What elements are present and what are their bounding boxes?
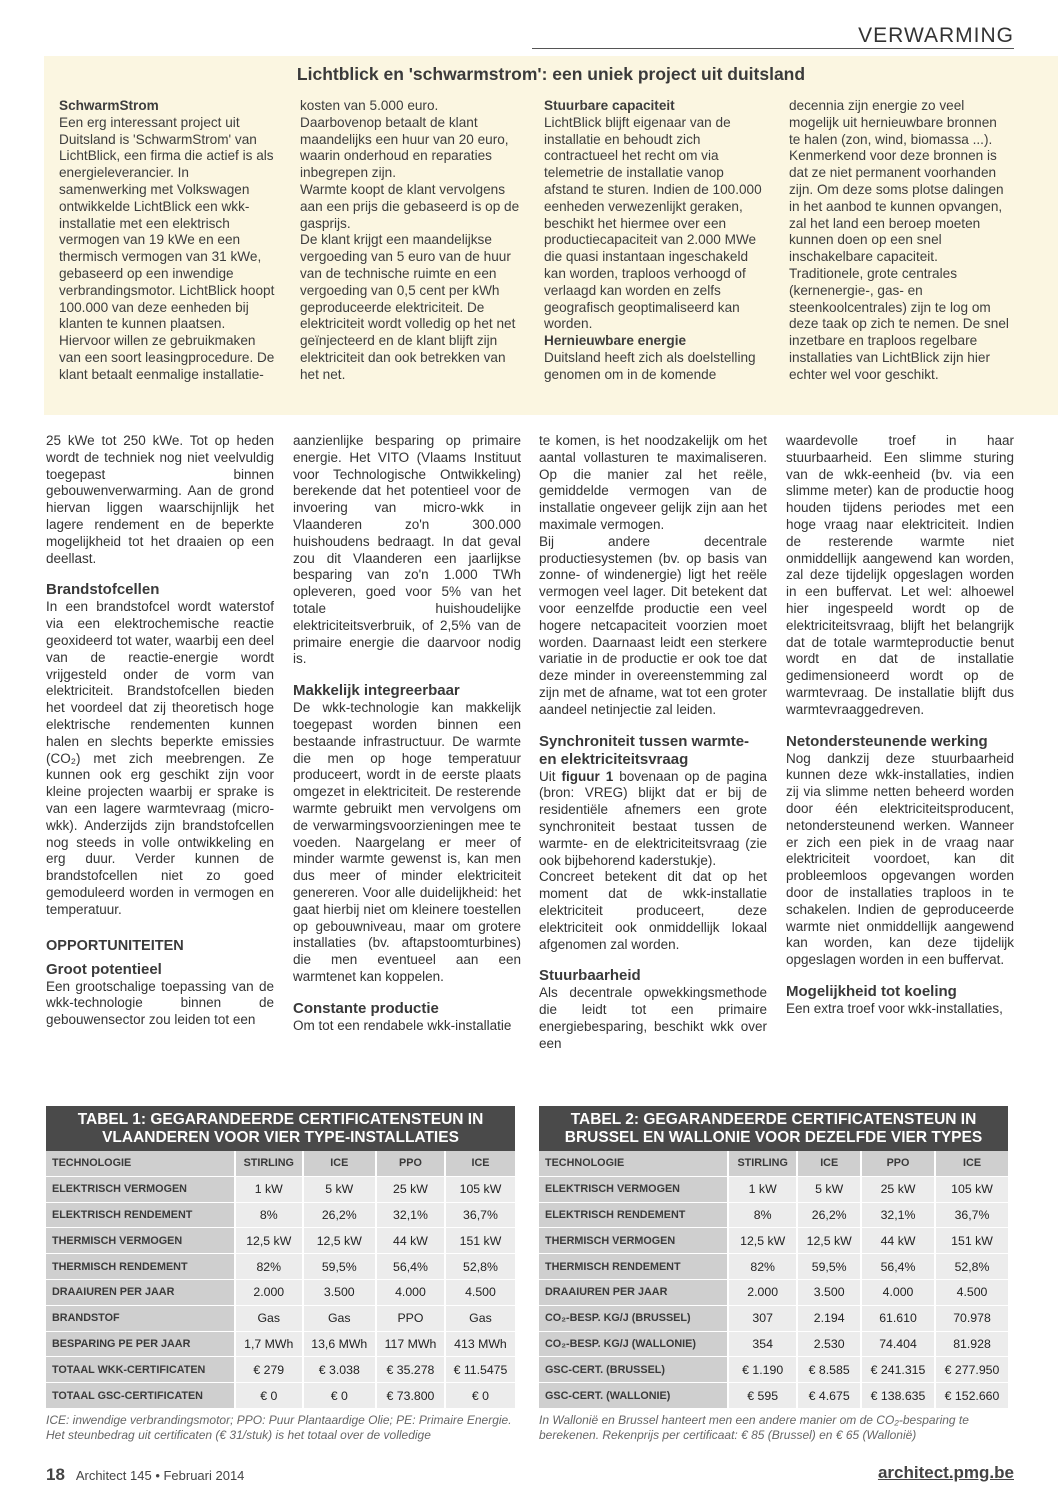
body-column-4 [786, 433, 1014, 1018]
value-cell: 4.000 [861, 1279, 935, 1305]
row-label-cell: TECHNOLOGIE [46, 1151, 235, 1176]
value-cell: 61.610 [861, 1305, 935, 1331]
value-cell: 151 kW [935, 1228, 1008, 1254]
heading-brandstofcellen: Brandstofcellen [46, 581, 160, 599]
value-cell: ICE [303, 1151, 376, 1176]
table-header-row [46, 1151, 515, 1176]
value-cell: 307 [728, 1305, 797, 1331]
paragraph: De wkk-technologie kan makkelijk toegepast worden binnen een bestaande infrastructuur. De warmte die men op hoge temperatuur produceert, wordt in de eerste plaats omgezet in elektriciteit. De resterende warmte gebruikt men vervolgens om de verwarmingsvoorzieningen mee te voeden. Naargelang er meer of minder warmte gewenst is, kan men dus meer of minder elektriciteit genereren. Voor alle duidelijkheid: het gaat hierbij niet om kleinere toestellen op gebouwniveau, maar om grotere installaties (bv. aftapstoomturbines) die men eventueel aan een warmtenet kan koppelen. [293, 700, 521, 984]
heading-makkelijk-integreerbaar: Makkelijk integreerbaar [293, 682, 460, 700]
value-cell: 8% [235, 1202, 303, 1228]
value-cell: 4.000 [376, 1279, 445, 1305]
row-label-cell: ELEKTRISCH RENDEMENT [539, 1202, 728, 1228]
value-cell: € 3.038 [303, 1357, 376, 1383]
value-cell: 70.978 [935, 1305, 1008, 1331]
heading-opportuniteiten: OPPORTUNITEITEN [46, 937, 184, 954]
value-cell: € 595 [728, 1383, 797, 1409]
value-cell: 12,5 kW [235, 1228, 303, 1254]
box-paragraph: De klant krijgt een maandelijkse vergoeding van 5 euro van de huur van de technische ruimte en een vergoeding van 0,5 cent per kWh geproduceerde elektriciteit. De elektriciteit wordt volledig op het net geïnjecteerd en de klant blijft zijn elektriciteit dan ook betrekken van het net. [300, 232, 516, 382]
table-2-title: TABEL 2: GEGARANDEERDE CERTIFICATENSTEUN IN BRUSSEL EN WALLONIE VOOR DEZELFDE VIER TYPES [539, 1106, 1008, 1151]
value-cell: € 11.5475 [445, 1357, 515, 1383]
body-column-1 [46, 433, 274, 1029]
value-cell: € 0 [235, 1383, 303, 1409]
value-cell: 59,5% [303, 1254, 376, 1280]
row-label-cell: CO₂-BESP. KG/J (WALLONIE) [539, 1331, 728, 1357]
row-label-cell: THERMISCH RENDEMENT [539, 1254, 728, 1280]
value-cell: 151 kW [445, 1228, 515, 1254]
value-cell: 26,2% [303, 1202, 376, 1228]
box-paragraph: Duitsland heeft zich als doelstelling genomen om in de komende [544, 349, 756, 382]
paragraph: Concreet betekent dit dat op het moment dat de wkk-installatie elektriciteit produceert, deze elektriciteit ook onmiddellijk lokaal afgenomen zal worden. [539, 869, 767, 952]
paragraph: 25 kWe tot 250 kWe. Tot op heden wordt de techniek nog niet veelvuldig toegepast binnen gebouwenverwarming. Aan de grond hiervan liggen waarschijnlijk het lagere rendement en de beperkte mogelijkheid tot het draaien op een deellast. [46, 433, 274, 566]
sidebar-box [44, 56, 1058, 415]
table-header-row [539, 1151, 1008, 1176]
figure-reference: figuur 1 [561, 768, 614, 784]
website-link[interactable]: architect.pmg.be [877, 1463, 1014, 1482]
value-cell: PPO [376, 1305, 445, 1331]
box-column-2 [300, 98, 522, 384]
value-cell: PPO [861, 1151, 935, 1176]
row-label-cell: DRAAIUREN PER JAAR [539, 1279, 728, 1305]
value-cell: 2.000 [235, 1279, 303, 1305]
value-cell: 59,5% [797, 1254, 861, 1280]
table-row [46, 1383, 515, 1409]
row-label-cell: ELEKTRISCH RENDEMENT [46, 1202, 235, 1228]
value-cell: 52,8% [935, 1254, 1008, 1280]
value-cell: 44 kW [376, 1228, 445, 1254]
section-rule [532, 48, 1014, 49]
table-row [46, 1279, 515, 1305]
value-cell: 105 kW [445, 1176, 515, 1202]
table-row [46, 1331, 515, 1357]
page-number: 18 [46, 1465, 65, 1484]
value-cell: 44 kW [861, 1228, 935, 1254]
table-1-note: ICE: inwendige verbrandingsmotor; PPO: Puur Plantaardige Olie; PE: Primaire Energie. Het steunbedrag uit certificaten (€ 31/stuk) is het totaal over de volledige [46, 1412, 512, 1442]
value-cell: € 8.585 [797, 1357, 861, 1383]
value-cell: 105 kW [935, 1176, 1008, 1202]
value-cell: 8% [728, 1202, 797, 1228]
table-row [46, 1176, 515, 1202]
value-cell: 12,5 kW [797, 1228, 861, 1254]
paragraph: Een grootschalige toepassing van de wkk-technologie binnen de gebouwensector zou leiden tot een [46, 978, 274, 1028]
value-cell: 2.194 [797, 1305, 861, 1331]
value-cell: 12,5 kW [728, 1228, 797, 1254]
value-cell: € 152.660 [935, 1383, 1008, 1409]
value-cell: € 0 [303, 1383, 376, 1409]
box-paragraph: decennia zijn energie zo veel mogelijk uit hernieuwbare bronnen te halen (zon, wind, biomassa ...). Kenmerkend voor deze bronnen is dat ze niet permanent voorhanden zijn. Om deze soms plotse dalingen in het aanbod te kunnen opvangen, zal het land een beroep moeten kunnen doen op een snel inschakelbare capaciteit. Traditionele, grote centrales (kernenergie-, gas- en steenkoolcentrales) zijn te log om deze taak op zich te nemen. De snel inzetbare en traploos regelbare installaties van LichtBlick zijn hier echter wel voor geschikt. [789, 98, 1009, 382]
value-cell: 1,7 MWh [235, 1331, 303, 1357]
table-row [539, 1279, 1008, 1305]
heading-koeling: Mogelijkheid tot koeling [786, 982, 957, 1000]
value-cell: ICE [935, 1151, 1008, 1176]
box-paragraph: Een erg interessant project uit Duitsland is 'SchwarmStrom' van LichtBlick, een firma die actief is als energieleverancier. In samenwerking met Volkswagen ontwikkelde LichtBlick een wkk-installatie met een elektrisch vermogen van 19 kWe en een thermisch vermogen van 31 kWe, gebaseerd op een inwendige verbrandingsmotor. LichtBlick hoopt 100.000 van deze eenheden bij klanten te kunnen plaatsen. Hiervoor willen ze gebruikmaken van een soort leasingprocedure. De klant betaalt eenmalige installatie- [59, 114, 275, 382]
table-row [46, 1254, 515, 1280]
paragraph: aanzienlijke besparing op primaire energie. Het VITO (Vlaams Instituut voor Technologische Ontwikkeling) berekende dat het potentieel voor de invoering van micro-wkk in Vlaanderen zo'n 300.000 huishoudens bedraagt. In dat geval zou dit Vlaanderen een jaarlijkse besparing van zo'n 1.000 TWh opleveren, goed voor 5% van het totale huishoudelijke elektriciteitsverbruik, of 2,5% van de primaire energie die daarvoor nodig is. [293, 433, 521, 667]
body-column-2 [293, 433, 521, 1035]
box-title: Lichtblick en 'schwarmstrom': een uniek project uit duitsland [296, 64, 806, 84]
value-cell: 26,2% [797, 1202, 861, 1228]
heading-netondersteunende-werking: Netondersteunende werking [786, 732, 988, 750]
value-cell: 13,6 MWh [303, 1331, 376, 1357]
value-cell: € 73.800 [376, 1383, 445, 1409]
value-cell: € 1.190 [728, 1357, 797, 1383]
value-cell: 52,8% [445, 1254, 515, 1280]
paragraph: Als decentrale opwekkingsmethode die leidt tot een primaire energiebesparing, beschikt wkk over een [539, 985, 767, 1051]
value-cell: PPO [376, 1151, 445, 1176]
value-cell: 81.928 [935, 1331, 1008, 1357]
table-row [539, 1228, 1008, 1254]
heading-synchroniteit: Synchroniteit tussen warmte- en elektriciteitsvraag [539, 732, 750, 768]
paragraph: Een extra troef voor wkk-installaties, [786, 1000, 1003, 1016]
row-label-cell: TOTAAL GSC-CERTIFICATEN [46, 1383, 235, 1409]
table-row [539, 1176, 1008, 1202]
heading-stuurbaarheid: Stuurbaarheid [539, 967, 641, 985]
value-cell: 82% [728, 1254, 797, 1280]
table-1-title: TABEL 1: GEGARANDEERDE CERTIFICATENSTEUN IN VLAANDEREN VOOR VIER TYPE-INSTALLATIES [46, 1106, 515, 1151]
row-label-cell: BESPARING PE PER JAAR [46, 1331, 235, 1357]
value-cell: € 277.950 [935, 1357, 1008, 1383]
magazine-issue: Architect 145 • Februari 2014 [75, 1468, 245, 1483]
table-row [46, 1305, 515, 1331]
value-cell: € 279 [235, 1357, 303, 1383]
row-label-cell: GSC-CERT. (BRUSSEL) [539, 1357, 728, 1383]
value-cell: 32,1% [376, 1202, 445, 1228]
row-label-cell: TECHNOLOGIE [539, 1151, 728, 1176]
footer [46, 1465, 244, 1485]
value-cell: € 4.675 [797, 1383, 861, 1409]
section-label: VERWARMING [858, 24, 1014, 47]
table-row [539, 1357, 1008, 1383]
value-cell: ICE [445, 1151, 515, 1176]
value-cell: 25 kW [376, 1176, 445, 1202]
paragraph: Nog dankzij deze stuurbaarheid kunnen deze wkk-installaties, indien zij via slimme netten beheerd worden door één elektriciteitsproducent, netondersteunend werken. Wanneer er zich een piek in de vraag naar elektriciteit voordoet, kan dit probleemloos opgevangen worden door de installaties traploos in te schakelen. Indien de geproduceerde warmte niet onmiddellijk aangewend kan worden, kan deze tijdelijk opgeslagen worden in een buffervat. [786, 750, 1014, 968]
row-label-cell: THERMISCH VERMOGEN [46, 1228, 235, 1254]
value-cell: 36,7% [935, 1202, 1008, 1228]
value-cell: 3.500 [797, 1279, 861, 1305]
value-cell: 56,4% [861, 1254, 935, 1280]
value-cell: € 35.278 [376, 1357, 445, 1383]
row-label-cell: ELEKTRISCH VERMOGEN [46, 1176, 235, 1202]
box-heading-stuurbare-capaciteit: Stuurbare capaciteit [544, 98, 675, 113]
value-cell: 4.500 [445, 1279, 515, 1305]
row-label-cell: CO₂-BESP. KG/J (BRUSSEL) [539, 1305, 728, 1331]
table-row [539, 1254, 1008, 1280]
value-cell: STIRLING [728, 1151, 797, 1176]
body-column-3 [539, 433, 767, 1053]
value-cell: ICE [797, 1151, 861, 1176]
value-cell: Gas [303, 1305, 376, 1331]
table-1 [46, 1106, 515, 1443]
value-cell: 32,1% [861, 1202, 935, 1228]
row-label-cell: BRANDSTOF [46, 1305, 235, 1331]
heading-constante-productie: Constante productie [293, 999, 439, 1017]
value-cell: 25 kW [861, 1176, 935, 1202]
row-label-cell: THERMISCH RENDEMENT [46, 1254, 235, 1280]
value-cell: € 241.315 [861, 1357, 935, 1383]
value-cell: 36,7% [445, 1202, 515, 1228]
box-heading-hernieuwbare-energie: Hernieuwbare energie [544, 333, 687, 349]
value-cell: Gas [235, 1305, 303, 1331]
box-paragraph: LichtBlick blijft eigenaar van de installatie en behoudt zich contractueel het recht om via telemetrie de installatie vanop afstand te sturen. Indien de 100.000 eenheden verwezenlijkt geraken, beschikt het hiermee over een productiecapaciteit van 2.000 MWe die quasi instantaan ingeschakeld kan worden, traploos verhoogd of verlaagd kan worden en zelfs geografisch geoptimaliseerd kan worden. [544, 114, 762, 332]
paragraph: Om tot een rendabele wkk-installatie [293, 1017, 512, 1033]
value-cell: 354 [728, 1331, 797, 1357]
paragraph: Bij andere decentrale productiesystemen (bv. op basis van zonne- of windenergie) ligt het reële vermogen veel lager. Dit betekent dat voor eenzelfde productie een veel hogere netcapaciteit voorzien moet worden. Daarnaast leidt een sterkere variatie in de productie er ook toe dat deze minder in overeenstemming zal zijn met de afname, wat tot een groter aandeel netinjectie zal leiden. [539, 533, 767, 717]
box-column-3 [544, 98, 766, 384]
row-label-cell: TOTAAL WKK-CERTIFICATEN [46, 1357, 235, 1383]
value-cell: 2.530 [797, 1331, 861, 1357]
box-paragraph: Warmte koopt de klant vervolgens aan een prijs die gebaseerd is op de gasprijs. [300, 181, 520, 231]
box-paragraph: kosten van 5.000 euro. Daarbovenop betaalt de klant maandelijks een huur van 20 euro, waarin onderhoud en reparaties inbegrepen zijn. [300, 98, 509, 181]
table-1-grid [46, 1151, 515, 1409]
row-label-cell: DRAAIUREN PER JAAR [46, 1279, 235, 1305]
table-row [46, 1202, 515, 1228]
value-cell: Gas [445, 1305, 515, 1331]
table-row [539, 1383, 1008, 1409]
value-cell: 5 kW [303, 1176, 376, 1202]
box-column-1 [59, 98, 277, 384]
value-cell: 12,5 kW [303, 1228, 376, 1254]
box-heading-schwarmstrom: SchwarmStrom [59, 98, 159, 113]
table-row [46, 1357, 515, 1383]
value-cell: STIRLING [235, 1151, 303, 1176]
row-label-cell: THERMISCH VERMOGEN [539, 1228, 728, 1254]
value-cell: 5 kW [797, 1176, 861, 1202]
value-cell: 82% [235, 1254, 303, 1280]
table-2-note: In Wallonië en Brussel hanteert men een andere manier om de CO₂-besparing te berekenen. Rekenprijs per certificaat: € 85 (Brussel) en € 65 (Wallonië) [539, 1412, 969, 1442]
box-column-4 [789, 98, 1011, 384]
value-cell: 4.500 [935, 1279, 1008, 1305]
value-cell: 74.404 [861, 1331, 935, 1357]
value-cell: 1 kW [728, 1176, 797, 1202]
paragraph: waardevolle troef in haar stuurbaarheid. Een slimme sturing van de wkk-eenheid (bv. via een slimme meter) kan de productie hoog houden tijdens periodes met een hoge vraag naar elektriciteit. Indien de resterende warmte niet onmiddellijk aangewend kan worden, zal deze tijdelijk opgeslagen worden in een buffervat. Let wel: alhoewel hier ingespeeld wordt op de elektriciteitsvraag, blijft het belangrijk dat de totale warmteproductie benut wordt en dat de installatie gedimensioneerd wordt op de warmtevraag. De installatie blijft dus warmtevraaggedreven. [786, 433, 1014, 717]
value-cell: 1 kW [235, 1176, 303, 1202]
table-row [539, 1202, 1008, 1228]
value-cell: 413 MWh [445, 1331, 515, 1357]
value-cell: € 0 [445, 1383, 515, 1409]
table-2 [539, 1106, 1008, 1443]
table-2-grid [539, 1151, 1008, 1409]
value-cell: € 138.635 [861, 1383, 935, 1409]
row-label-cell: ELEKTRISCH VERMOGEN [539, 1176, 728, 1202]
table-row [539, 1305, 1008, 1331]
table-row [539, 1331, 1008, 1357]
value-cell: 3.500 [303, 1279, 376, 1305]
value-cell: 2.000 [728, 1279, 797, 1305]
row-label-cell: GSC-CERT. (WALLONIE) [539, 1383, 728, 1409]
table-row [46, 1228, 515, 1254]
paragraph: Uit figuur 1 bovenaan op de pagina (bron: VREG) blijkt dat er bij de residentiële afnemers een grote synchroniteit bestaat tussen de warmte- en de elektriciteitsvraag (zie ook bijbehorend kaderstukje). [539, 768, 768, 868]
value-cell: 117 MWh [376, 1331, 445, 1357]
paragraph: te komen, is het noodzakelijk om het aantal vollasturen te maximaliseren. Op die manier zal het reële, gemiddelde vermogen van de installatie ongeveer gelijk zijn aan het maximale vermogen. [539, 433, 767, 532]
paragraph: In een brandstofcel wordt waterstof via een elektrochemische reactie geoxideerd tot water, waarbij een deel van de reactie-energie wordt vrijgesteld onder de vorm van elektriciteit. Brandstofcellen bieden het voordeel dat zij theoretisch hoge elektrische rendementen kunnen halen en slechts beperkte emissies (CO₂) met zich meebrengen. Ze kunnen ook erg geschikt zijn voor kleine projecten waarbij er sprake is van een lagere warmtevraag (micro-wkk). Anderzijds zijn brandstofcellen nog steeds in volle ontwikkeling en erg duur. Verder kunnen de brandstofcellen niet zo goed gemoduleerd worden in vermogen en temperatuur. [46, 599, 274, 917]
heading-groot-potentieel: Groot potentieel [46, 960, 162, 978]
value-cell: 56,4% [376, 1254, 445, 1280]
